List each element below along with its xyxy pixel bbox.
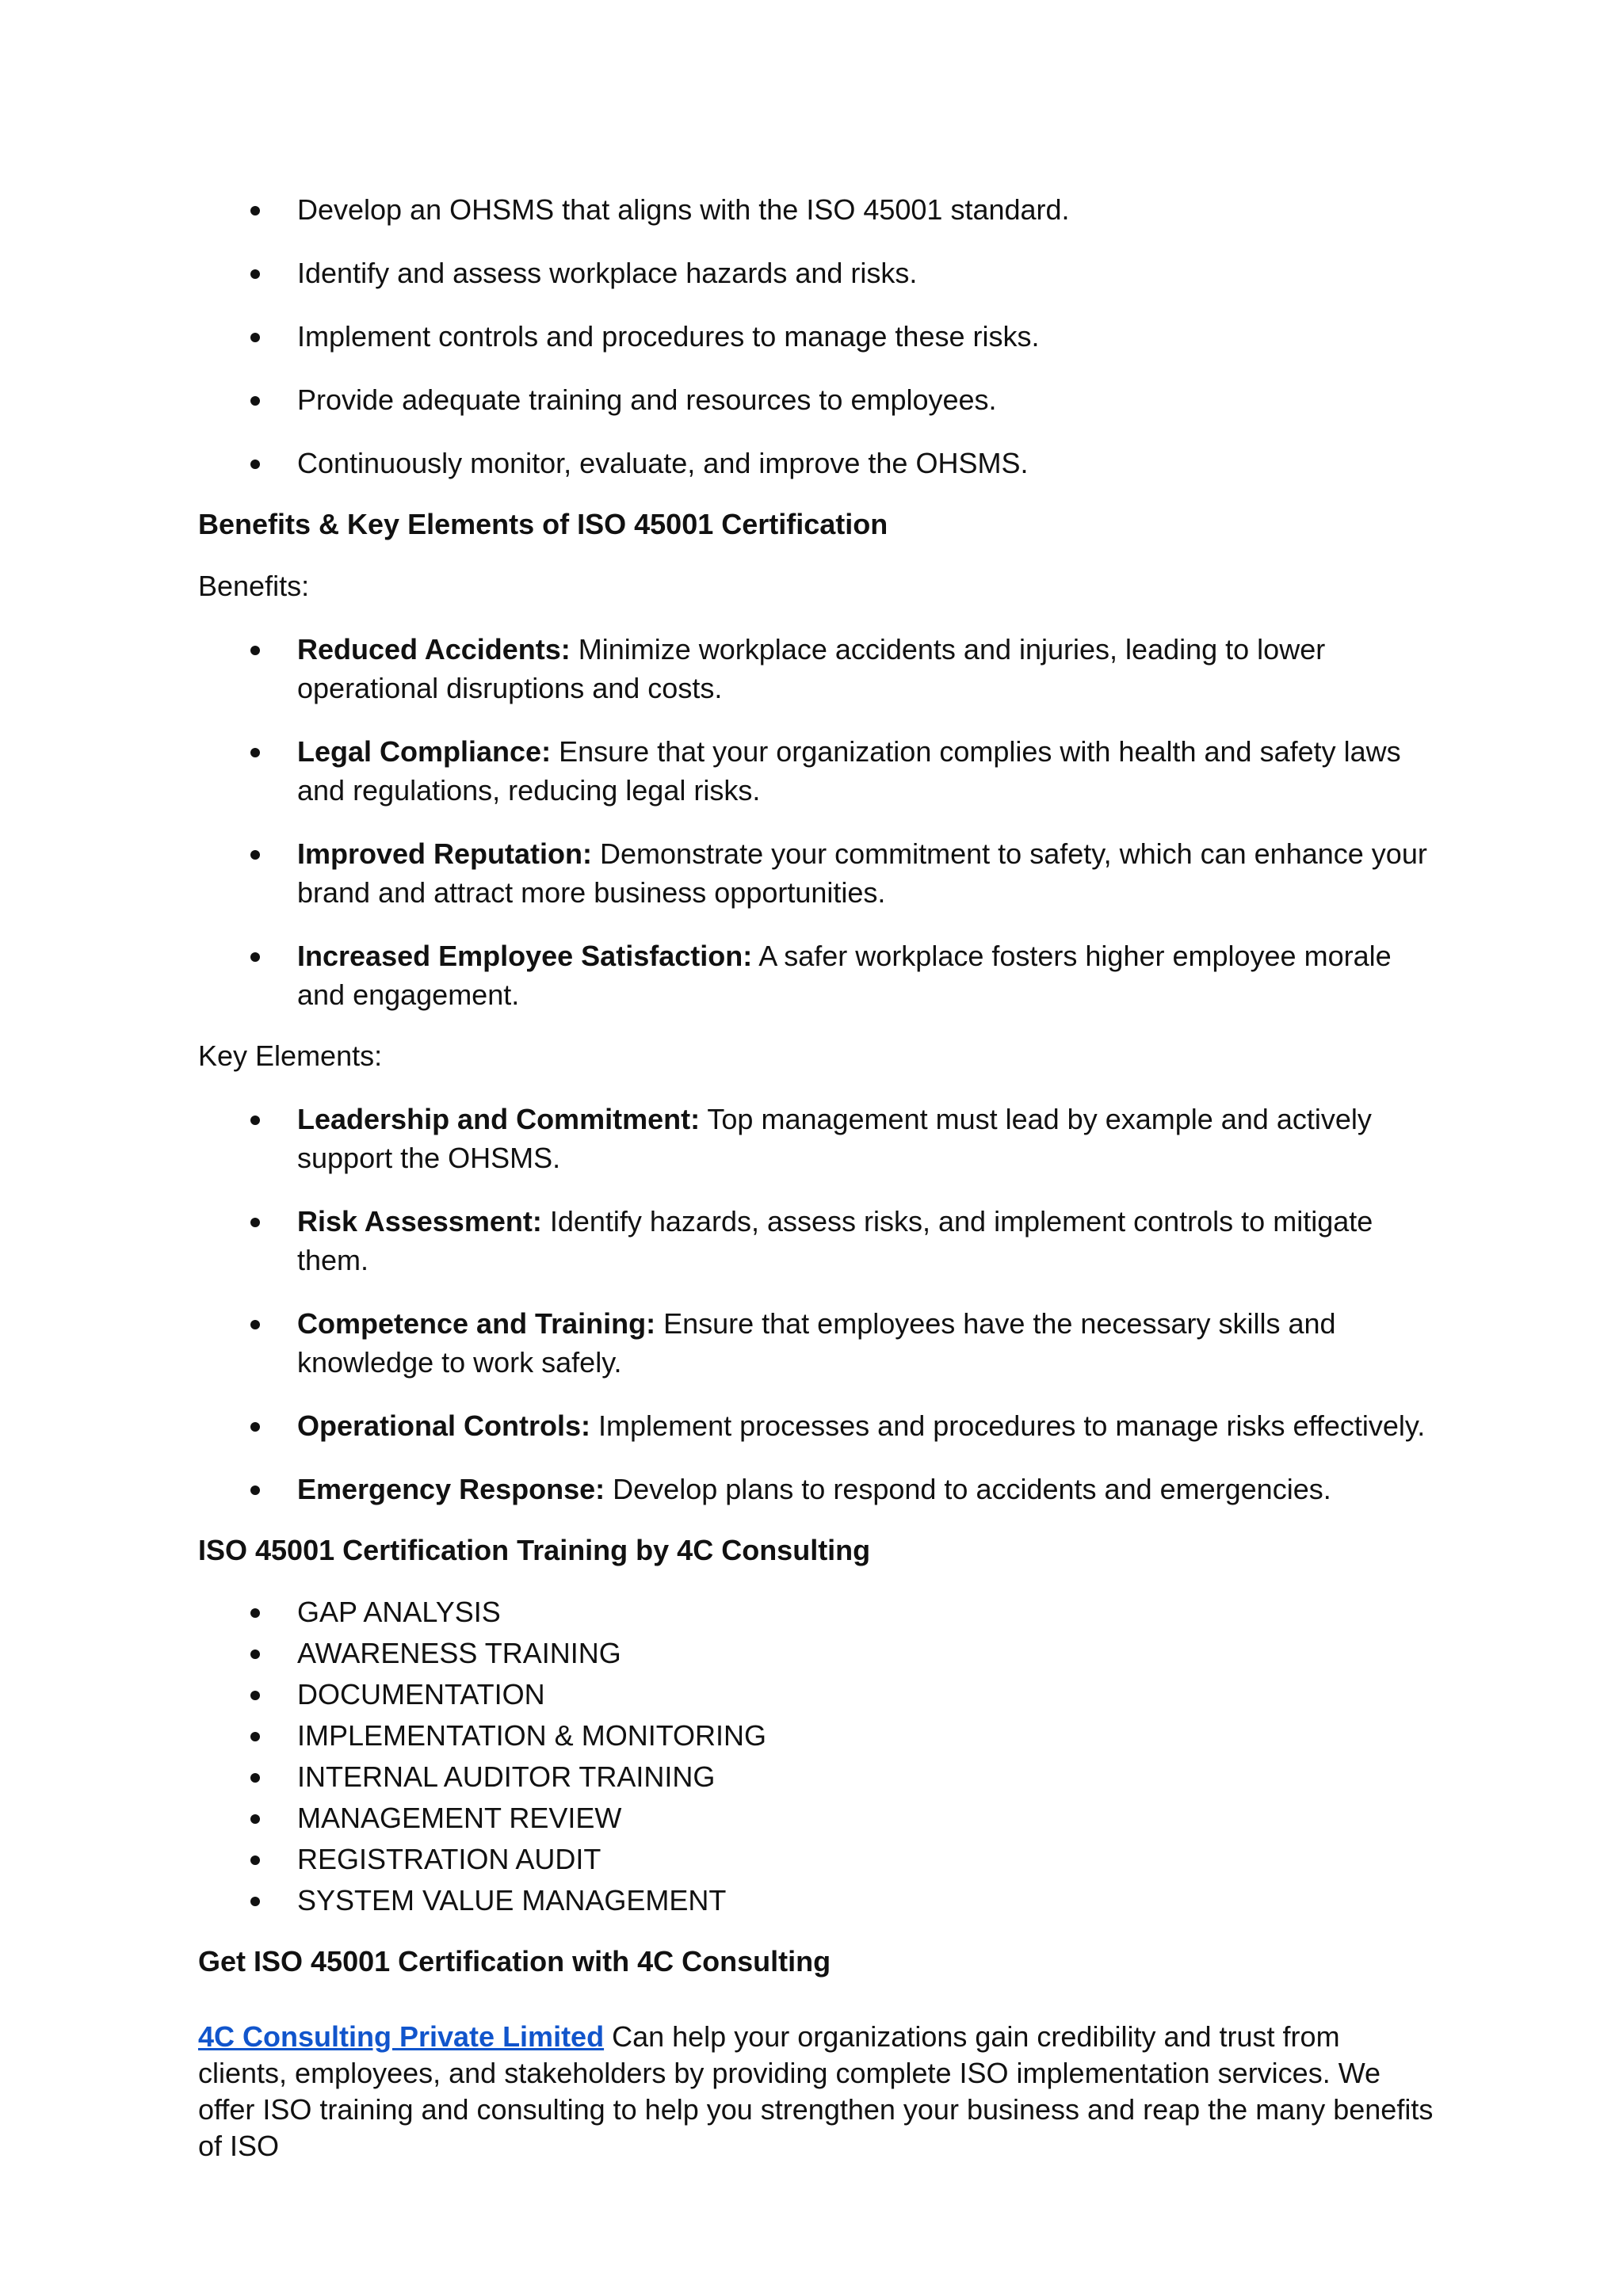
list-item [198,936,1434,1014]
list-item [198,834,1434,912]
item-lead: Increased Employee Satisfaction: [297,940,753,972]
list-item [198,1202,1434,1280]
key-elements-label: Key Elements: [198,1039,383,1072]
list-item: Develop an OHSMS that aligns with the ISO 45001 standard. [198,190,1434,229]
list-item: AWARENESS TRAINING [198,1634,1434,1672]
item-text: A safer workplace fosters higher employee morale and engagement. [297,940,1392,1011]
item-lead: Competence and Training: [297,1307,656,1340]
item-text: Develop plans to respond to accidents and emergencies. [605,1473,1331,1505]
training-heading: ISO 45001 Certification Training by 4C Consulting [198,1534,871,1566]
item-lead: Operational Controls: [297,1409,591,1442]
item-text: Identify hazards, assess risks, and implement controls to mitigate them. [297,1205,1373,1276]
list-item [198,732,1434,810]
list-item [198,1406,1434,1445]
benefits-list [198,630,1434,1014]
closing-paragraph [198,2019,1434,2164]
list-item: Implement controls and procedures to manage these risks. [198,317,1434,356]
benefits-heading: Benefits & Key Elements of ISO 45001 Certification [198,508,888,540]
list-item: Continuously monitor, evaluate, and improve the OHSMS. [198,444,1434,482]
list-item: Identify and assess workplace hazards and risks. [198,254,1434,292]
list-item [198,1100,1434,1177]
list-item: SYSTEM VALUE MANAGEMENT [198,1881,1434,1920]
intro-list [198,190,1434,482]
get-certification-heading: Get ISO 45001 Certification with 4C Consulting [198,1945,831,1978]
item-text: Ensure that your organization complies with health and safety laws and regulations, reducing legal risks. [297,735,1401,807]
item-lead: Risk Assessment: [297,1205,542,1238]
item-lead: Reduced Accidents: [297,633,571,666]
item-lead: Legal Compliance: [297,735,552,768]
item-text: Minimize workplace accidents and injuries, leading to lower operational disruptions and costs. [297,633,1326,704]
list-item: DOCUMENTATION [198,1675,1434,1714]
list-item: MANAGEMENT REVIEW [198,1798,1434,1837]
item-lead: Improved Reputation: [297,837,593,870]
item-text: Implement processes and procedures to manage risks effectively. [590,1409,1426,1442]
list-item [198,630,1434,707]
key-elements-list [198,1100,1434,1508]
list-item: GAP ANALYSIS [198,1592,1434,1631]
benefits-label: Benefits: [198,570,310,602]
item-lead: Emergency Response: [297,1473,605,1505]
training-list [198,1592,1434,1920]
list-item [198,1470,1434,1508]
document-content [198,190,1434,2189]
item-text: Demonstrate your commitment to safety, which can enhance your brand and attract more business opportunities. [297,837,1427,909]
item-text: Top management must lead by example and actively support the OHSMS. [297,1103,1372,1174]
list-item [198,1304,1434,1382]
item-lead: Leadership and Commitment: [297,1103,701,1135]
list-item: REGISTRATION AUDIT [198,1840,1434,1878]
company-link[interactable]: 4C Consulting Private Limited [198,2020,605,2053]
list-item: INTERNAL AUDITOR TRAINING [198,1757,1434,1796]
item-text: Ensure that employees have the necessary skills and knowledge to work safely. [297,1307,1336,1379]
list-item: Provide adequate training and resources to employees. [198,380,1434,419]
paragraph-text: Can help your organizations gain credibility and trust from clients, employees, and stakeholders by providing complete ISO implementation services. We offer ISO training and consulting to help you strengthen your business and reap the many benefits of ISO [198,2020,1434,2162]
list-item: IMPLEMENTATION & MONITORING [198,1716,1434,1755]
